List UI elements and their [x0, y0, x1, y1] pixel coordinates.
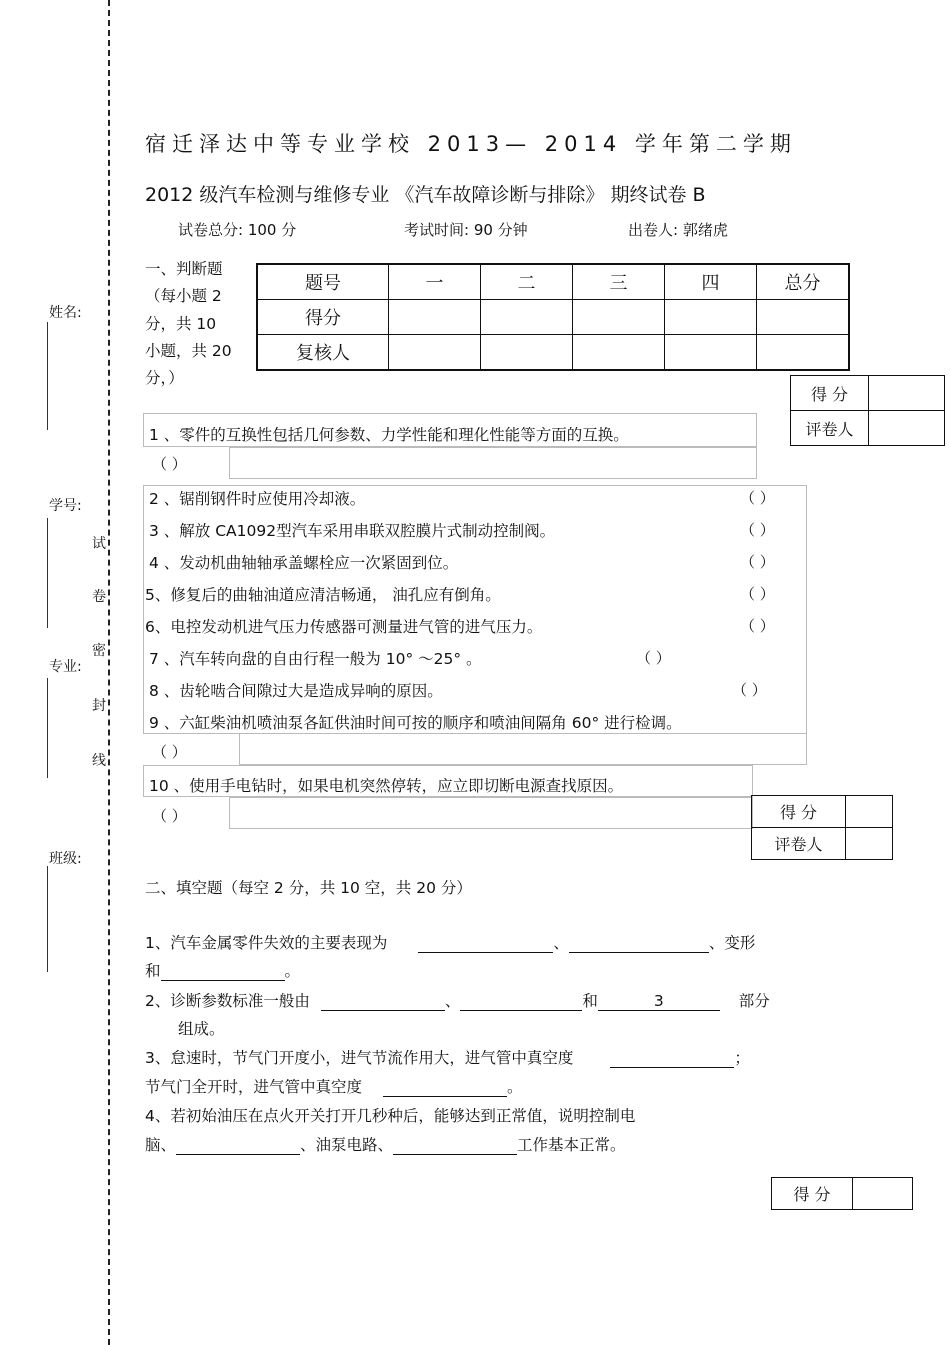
score-cell[interactable]: [853, 1178, 913, 1210]
fill-question-3-cont: 节气门全开时，进气管中真空度 。: [145, 1078, 523, 1096]
grade-cell[interactable]: [573, 300, 665, 335]
judgement-question: 8 、齿轮啮合间隙过大是造成异响的原因。: [149, 682, 443, 700]
question-frame: [229, 797, 753, 829]
fill-question-1-cont: 和 。: [145, 962, 301, 980]
class-field-line[interactable]: [47, 866, 48, 972]
judgement-question: 4 、发动机曲轴轴承盖螺栓应一次紧固到位。: [149, 554, 459, 572]
fill-question-1: 1、汽车金属零件失效的主要表现为 、 、变形: [145, 934, 756, 952]
judgement-question: 1 、零件的互换性包括几何参数、力学性能和理化性能等方面的互换。: [149, 426, 629, 444]
fill-blank[interactable]: 3: [598, 992, 720, 1011]
score-box: [751, 795, 893, 860]
seal-char: 线: [92, 753, 106, 769]
class-label: 班级:: [49, 851, 82, 867]
answer-parentheses[interactable]: （ ）: [740, 617, 775, 635]
fill-question-2-cont: 组成。: [178, 1020, 225, 1038]
score-label: 得 分: [791, 376, 869, 411]
fill-question-4: 4、若初始油压在点火开关打开几秒种后，能够达到正常值，说明控制电: [145, 1107, 636, 1125]
grade-header: 二: [481, 264, 573, 300]
grade-header: 四: [665, 264, 757, 300]
judgement-question: 5、修复后的曲轴油道应清洁畅通， 油孔应有倒角。: [145, 586, 501, 604]
grader-label: 评卷人: [791, 411, 869, 446]
fill-question-2: 2、诊断参数标准一般由 、 和 3 部分: [145, 992, 770, 1010]
grade-table: [256, 263, 850, 371]
question-frame: [239, 733, 807, 765]
grader-cell[interactable]: [846, 828, 893, 860]
section2-title: 二、填空题（每空 2 分，共 10 空，共 20 分）: [145, 879, 472, 897]
grade-header: 题号: [257, 264, 389, 300]
major-label: 专业:: [49, 659, 82, 675]
grader-cell[interactable]: [869, 411, 945, 446]
total-score: 试卷总分: 100 分: [178, 221, 297, 239]
seal-char: 试: [92, 536, 106, 552]
judgement-question: 3 、解放 CA1092型汽车采用串联双腔膜片式制动控制阀。: [149, 522, 556, 540]
question-frame: [229, 447, 757, 479]
exam-title: 2012 级汽车检测与维修专业 《汽车故障诊断与排除》 期终试卷 B: [145, 184, 706, 206]
grade-cell[interactable]: [481, 300, 573, 335]
answer-parentheses[interactable]: （ ）: [152, 455, 187, 473]
grade-cell[interactable]: [389, 335, 481, 371]
grade-cell[interactable]: [757, 300, 850, 335]
answer-parentheses[interactable]: （ ）: [152, 807, 187, 825]
fill-blank[interactable]: [321, 992, 445, 1011]
answer-parentheses[interactable]: （ ）: [732, 681, 767, 699]
student-id-label: 学号:: [49, 498, 82, 514]
fill-blank[interactable]: [176, 1136, 300, 1155]
fill-blank[interactable]: [161, 962, 285, 981]
answer-parentheses[interactable]: （ ）: [740, 489, 775, 507]
judgement-question: 9 、六缸柴油机喷油泵各缸供油时间可按的顺序和喷油间隔角 60° 进行检调。: [149, 714, 682, 732]
grade-cell[interactable]: [665, 300, 757, 335]
major-field-line[interactable]: [47, 678, 48, 778]
score-label: 得 分: [752, 796, 846, 828]
judgement-question: 10 、使用手电钻时，如果电机突然停转，应立即切断电源查找原因。: [149, 777, 624, 795]
fill-blank[interactable]: [383, 1078, 507, 1097]
fill-blank[interactable]: [610, 1049, 734, 1068]
score-label: 得 分: [772, 1178, 853, 1210]
binding-dashed-line: [108, 0, 110, 1345]
fill-question-3: 3、怠速时，节气门开度小，进气节流作用大，进气管中真空度 ；: [145, 1049, 750, 1067]
answer-parentheses[interactable]: （ ）: [740, 521, 775, 539]
grade-header: 一: [389, 264, 481, 300]
answer-parentheses[interactable]: （ ）: [740, 585, 775, 603]
grade-cell[interactable]: [389, 300, 481, 335]
exam-duration: 考试时间: 90 分钟: [404, 221, 528, 239]
score-cell[interactable]: [846, 796, 893, 828]
student-id-field-line[interactable]: [47, 518, 48, 628]
grade-cell[interactable]: [757, 335, 850, 371]
judgement-question: 6、电控发动机进气压力传感器可测量进气管的进气压力。: [145, 618, 543, 636]
fill-blank[interactable]: [569, 934, 709, 953]
judgement-question: 2 、锯削钢件时应使用冷却液。: [149, 490, 366, 508]
grade-row-label: 得分: [257, 300, 389, 335]
fill-blank[interactable]: [418, 934, 553, 953]
fill-question-4-cont: 脑、 、油泵电路、 工作基本正常。: [145, 1136, 626, 1154]
fill-blank[interactable]: [460, 992, 582, 1011]
judgement-question: 7 、汽车转向盘的自由行程一般为 10° ～25° 。: [149, 650, 482, 668]
grade-cell[interactable]: [481, 335, 573, 371]
seal-char: 封: [92, 698, 106, 714]
answer-parentheses[interactable]: （ ）: [152, 743, 187, 761]
name-label: 姓名:: [49, 305, 82, 321]
seal-char: 密: [92, 643, 106, 659]
grade-cell[interactable]: [665, 335, 757, 371]
answer-parentheses[interactable]: （ ）: [636, 649, 671, 667]
grade-header: 总分: [757, 264, 850, 300]
school-title: 宿迁泽达中等专业学校 2013— 2014 学年第二学期: [145, 132, 797, 156]
score-box: [771, 1177, 913, 1210]
score-box: [790, 375, 945, 446]
fill-blank[interactable]: [393, 1136, 517, 1155]
grade-cell[interactable]: [573, 335, 665, 371]
answer-parentheses[interactable]: （ ）: [740, 553, 775, 571]
exam-author: 出卷人: 郭绪虎: [628, 221, 728, 239]
grader-label: 评卷人: [752, 828, 846, 860]
grade-header: 三: [573, 264, 665, 300]
score-cell[interactable]: [869, 376, 945, 411]
seal-char: 卷: [92, 589, 106, 605]
grade-row-label: 复核人: [257, 335, 389, 371]
name-field-line[interactable]: [47, 322, 48, 430]
